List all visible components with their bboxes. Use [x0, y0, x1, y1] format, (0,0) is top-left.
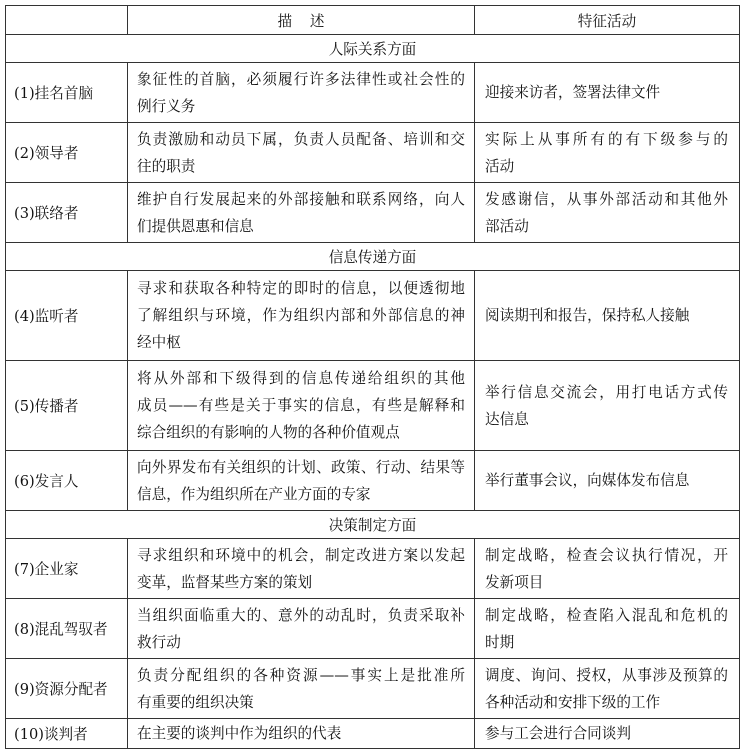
role-cell: [6, 659, 128, 719]
description-line: 例行义务: [137, 97, 196, 115]
activities-line: 发新项目: [485, 573, 544, 591]
description-line: 向外界发布有关组织的计划、政策、行动、结果等: [137, 458, 465, 476]
description-line: 综合组织的有影响的人物的各种价值观点: [137, 424, 400, 441]
description-line: 经中枢: [137, 334, 181, 351]
activities-line: 实际上从事所有的有下级参与的: [485, 130, 728, 148]
role-name: (3)联络者: [14, 205, 79, 222]
description-line: 寻求和获取各种特定的即时的信息，以便透彻地: [137, 280, 465, 297]
table-row: [6, 451, 740, 511]
section-row: [6, 35, 740, 63]
role-name: (1)挂名首脑: [14, 85, 94, 102]
column-header-role: [6, 6, 128, 35]
activities-line: 达信息: [485, 410, 529, 428]
activities-cell: [475, 271, 740, 361]
role-cell: [6, 361, 128, 451]
description-line: 们提供恩惠和信息: [137, 217, 254, 235]
section-row: [6, 243, 740, 271]
column-header-description-label: 描 述: [277, 12, 325, 30]
column-header-activities: [475, 6, 740, 35]
section-title: 决策制定方面: [6, 511, 740, 539]
table-body: [6, 35, 740, 749]
activities-line: 活动: [485, 157, 515, 175]
description-cell: [128, 63, 475, 123]
description-line: 在主要的谈判中作为组织的代表: [137, 725, 342, 742]
description-line: 将从外部和下级得到的信息传递给组织的其他: [137, 370, 465, 387]
role-name: (7)企业家: [14, 561, 79, 578]
description-cell: [128, 659, 475, 719]
role-name: (4)监听者: [14, 308, 79, 325]
activities-cell: [475, 539, 740, 599]
role-cell: [6, 599, 128, 659]
description-cell: [128, 719, 475, 749]
activities-cell: [475, 719, 740, 749]
role-name: (8)混乱驾驭者: [14, 621, 108, 638]
description-cell: [128, 361, 475, 451]
description-cell: [128, 123, 475, 183]
role-name: (2)领导者: [14, 145, 79, 162]
activities-line: 部活动: [485, 217, 529, 235]
description-line: 维护自行发展起来的外部接触和联系网络，向人: [137, 190, 465, 208]
role-cell: [6, 719, 128, 749]
activities-line: 举行董事会议，向媒体发布信息: [485, 472, 690, 489]
activities-cell: [475, 361, 740, 451]
role-name: (5)传播者: [14, 398, 79, 415]
table-row: [6, 361, 740, 451]
column-header-description: [128, 6, 475, 35]
description-cell: [128, 599, 475, 659]
activities-line: 制定战略，检查陷入混乱和危机的: [485, 606, 728, 624]
description-line: 象征性的首脑，必须履行许多法律性或社会性的: [137, 70, 465, 88]
description-line: 成员——有些是关于事实的信息，有些是解释和: [137, 397, 465, 414]
activities-line: 制定战略，检查会议执行情况，开: [485, 546, 728, 564]
role-name: (6)发言人: [14, 473, 79, 490]
activities-cell: [475, 123, 740, 183]
description-line: 了解组织与环境，作为组织内部和外部信息的神: [137, 307, 465, 324]
table-row: [6, 63, 740, 123]
description-line: 救行动: [137, 633, 181, 651]
activities-line: 各种活动和安排下级的工作: [485, 693, 661, 711]
activities-line: 参与工会进行合同谈判: [485, 725, 631, 742]
activities-line: 阅读期刊和报告，保持私人接触: [485, 307, 690, 324]
description-line: 寻求组织和环境中的机会，制定改进方案以发起: [137, 546, 465, 564]
activities-line: 时期: [485, 633, 515, 651]
activities-line: 迎接来访者，签署法律文件: [485, 84, 661, 101]
table-row: [6, 539, 740, 599]
table-row: [6, 659, 740, 719]
header-row: [6, 6, 740, 35]
description-line: 信息，作为组织所在产业方面的专家: [137, 485, 371, 503]
activities-line: 调度、询问、授权，从事涉及预算的: [485, 666, 728, 684]
activities-cell: [475, 659, 740, 719]
description-line: 往的职责: [137, 157, 196, 175]
activities-line: 发感谢信，从事外部活动和其他外: [485, 190, 728, 208]
description-line: 当组织面临重大的、意外的动乱时，负责采取补: [137, 606, 465, 624]
table-row: [6, 719, 740, 749]
role-cell: [6, 123, 128, 183]
description-line: 有重要的组织决策: [137, 693, 254, 711]
role-cell: [6, 451, 128, 511]
role-name: (9)资源分配者: [14, 681, 108, 698]
activities-cell: [475, 451, 740, 511]
role-cell: [6, 63, 128, 123]
section-row: [6, 511, 740, 539]
description-line: 负责激励和动员下属，负责人员配备、培训和交: [137, 130, 465, 148]
section-title: 信息传递方面: [6, 243, 740, 271]
description-cell: [128, 271, 475, 361]
role-cell: [6, 539, 128, 599]
role-name: (10)谈判者: [14, 726, 88, 743]
description-cell: [128, 539, 475, 599]
column-header-activities-label: 特征活动: [577, 12, 637, 30]
description-line: 变革，监督某些方案的策划: [137, 573, 313, 591]
description-cell: [128, 183, 475, 243]
description-cell: [128, 451, 475, 511]
table-row: [6, 123, 740, 183]
manager-roles-table: [5, 5, 740, 749]
table-row: [6, 183, 740, 243]
activities-cell: [475, 183, 740, 243]
role-cell: [6, 183, 128, 243]
table-row: [6, 599, 740, 659]
activities-cell: [475, 599, 740, 659]
table-row: [6, 271, 740, 361]
activities-line: 举行信息交流会，用打电话方式传: [485, 383, 728, 401]
role-cell: [6, 271, 128, 361]
section-title: 人际关系方面: [6, 35, 740, 63]
activities-cell: [475, 63, 740, 123]
description-line: 负责分配组织的各种资源——事实上是批准所: [137, 666, 465, 684]
